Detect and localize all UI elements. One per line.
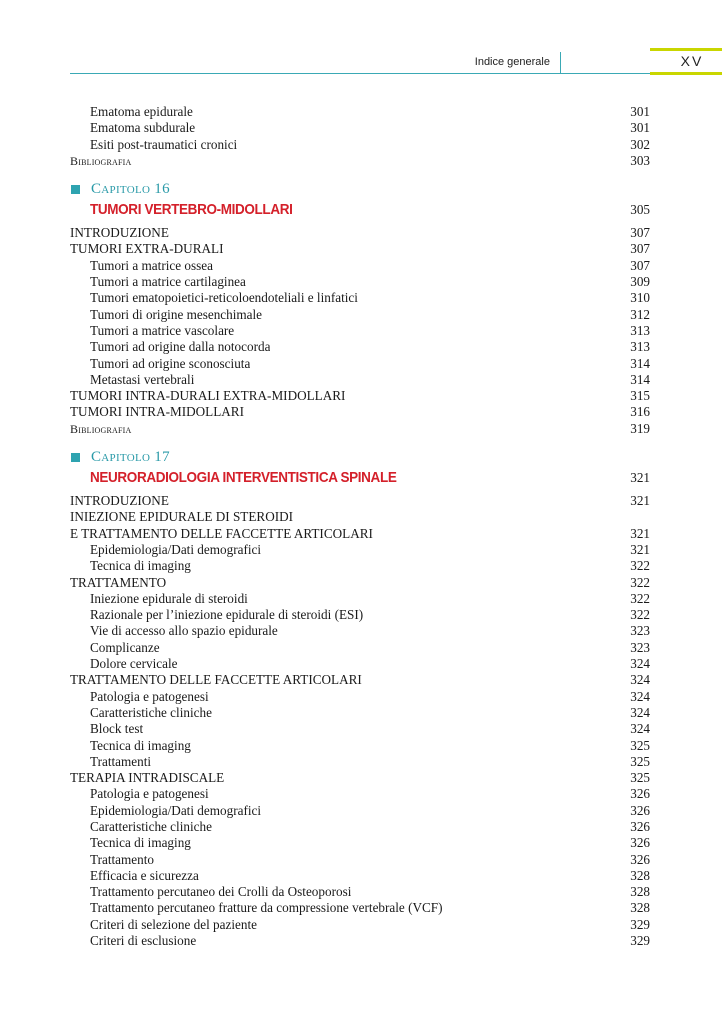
toc-entry-page: 301	[630, 104, 650, 119]
toc-entry-title: Tumori a matrice cartilaginea	[90, 274, 246, 290]
toc-entry-page: 315	[630, 388, 650, 404]
toc-entry-title: Trattamento percutaneo fratture da compressione vertebrale (VCF)	[90, 900, 443, 916]
toc-entry-title: Dolore cervicale	[90, 656, 178, 672]
toc-entry-page: 324	[630, 721, 650, 737]
toc-entry-title: Trattamento percutaneo dei Crolli da Osteoporosi	[90, 884, 352, 900]
toc-entry[interactable]	[70, 542, 650, 558]
toc-entry[interactable]	[70, 591, 650, 607]
toc-bibliography-entry[interactable]	[70, 421, 650, 437]
toc-entry-title: Patologia e patogenesi	[90, 786, 209, 802]
toc-entry-page: 323	[630, 639, 650, 655]
toc-entry-title: Tecnica di imaging	[90, 558, 191, 574]
toc-entry-title: Patologia e patogenesi	[90, 688, 209, 704]
toc-entry-page: 316	[630, 404, 650, 420]
toc-entry-page: 310	[630, 290, 650, 306]
toc-entry[interactable]	[70, 738, 650, 754]
header-page-number: XV	[680, 53, 704, 69]
toc-entry-page: 307	[630, 241, 650, 257]
toc-entry-title: TUMORI EXTRA-DURALI	[70, 241, 224, 257]
toc-entry-title: Metastasi vertebrali	[90, 371, 195, 387]
toc-entry-title: Tecnica di imaging	[90, 737, 191, 753]
toc-entry-page: 313	[630, 339, 650, 355]
toc-entry-title: Ematoma epidurale	[90, 104, 193, 119]
toc-entry-title: E TRATTAMENTO DELLE FACCETTE ARTICOLARI	[70, 525, 373, 541]
header-section-title: Indice generale	[474, 56, 550, 68]
toc-entry[interactable]	[70, 339, 650, 355]
toc-entry-page: 328	[630, 884, 650, 900]
toc-entry-title: TUMORI INTRA-MIDOLLARI	[70, 404, 244, 420]
toc-entry-page: 321	[630, 541, 650, 557]
toc-entry[interactable]	[70, 274, 650, 290]
toc-entry-title: Iniezione epidurale di steroidi	[90, 590, 248, 606]
toc-entry[interactable]	[70, 509, 650, 525]
chapter-page: 321	[630, 470, 650, 486]
toc-entry-page: 321	[630, 493, 650, 509]
toc-entry-page: 324	[630, 688, 650, 704]
toc-entry-title: Tumori ad origine dalla notocorda	[90, 339, 271, 355]
toc-entry-page: 326	[630, 851, 650, 867]
toc-entry[interactable]	[70, 372, 650, 388]
toc-entry-page: 325	[630, 770, 650, 786]
chapter-title-entry[interactable]	[70, 199, 650, 221]
toc-bibliography-entry[interactable]	[70, 153, 650, 169]
header-accent-bar-bottom	[650, 72, 722, 75]
running-header	[70, 48, 704, 74]
toc-entry[interactable]	[70, 786, 650, 802]
toc-entry[interactable]	[70, 852, 650, 868]
toc-entry[interactable]	[70, 819, 650, 835]
toc-entry-title: Bibliografia	[70, 421, 132, 436]
toc-entry-page: 324	[630, 672, 650, 688]
toc-entry-title: Ematoma subdurale	[90, 120, 196, 136]
toc-entry-page: 326	[630, 818, 650, 834]
toc-entry[interactable]	[70, 900, 650, 916]
toc-entry[interactable]	[70, 721, 650, 737]
toc-entry[interactable]	[70, 770, 650, 786]
toc-entry-title: Tumori a matrice ossea	[90, 257, 213, 273]
toc-entry[interactable]	[70, 558, 650, 574]
toc-entry-title: Tumori ad origine sconosciuta	[90, 355, 251, 371]
toc-entry-title: TRATTAMENTO	[70, 574, 167, 590]
chapter-title-entry[interactable]	[70, 467, 650, 489]
toc-entry[interactable]	[70, 575, 650, 591]
toc-entry[interactable]	[70, 884, 650, 900]
toc-entry-title: Bibliografia	[70, 153, 132, 168]
toc-entry-title: TRATTAMENTO DELLE FACCETTE ARTICOLARI	[70, 672, 362, 688]
toc-entry-title: INTRODUZIONE	[70, 225, 169, 241]
chapter-heading	[70, 179, 650, 199]
toc-entry[interactable]	[70, 137, 650, 153]
toc-entry-page: 319	[630, 420, 650, 436]
toc-entry[interactable]	[70, 835, 650, 851]
toc-entry[interactable]	[70, 104, 650, 120]
toc-entry-page: 307	[630, 257, 650, 273]
header-divider	[560, 52, 561, 73]
toc-entry-title: Criteri di esclusione	[90, 933, 197, 949]
chapter-title: NEURORADIOLOGIA INTERVENTISTICA SPINALE	[90, 469, 397, 487]
toc-entry-page: 325	[630, 753, 650, 769]
toc-entry-title: Razionale per l’iniezione epidurale di steroidi (ESI)	[90, 607, 364, 623]
toc-entry-page: 301	[630, 120, 650, 136]
toc-entry[interactable]	[70, 493, 650, 509]
chapter-heading	[70, 447, 650, 467]
toc-entry[interactable]	[70, 323, 650, 339]
toc-entry-page: 321	[630, 525, 650, 541]
toc-entry-title: TUMORI INTRA-DURALI EXTRA-MIDOLLARI	[70, 388, 346, 404]
toc-entry[interactable]	[70, 120, 650, 136]
header-accent-bar-top	[650, 48, 722, 51]
square-bullet-icon	[71, 185, 80, 194]
chapter-title: TUMORI VERTEBRO-MIDOLLARI	[90, 201, 293, 219]
toc-entry-page: 302	[630, 136, 650, 152]
toc-entry-title: Caratteristiche cliniche	[90, 818, 212, 834]
toc-entry-page: 322	[630, 574, 650, 590]
toc-entry[interactable]	[70, 258, 650, 274]
toc-entry[interactable]	[70, 656, 650, 672]
toc-entry-page: 312	[630, 306, 650, 322]
toc-entry[interactable]	[70, 803, 650, 819]
toc-entry-title: Tecnica di imaging	[90, 835, 191, 851]
toc-entry[interactable]	[70, 307, 650, 323]
toc-entry-page: 314	[630, 371, 650, 387]
toc-entry[interactable]	[70, 640, 650, 656]
chapter-block	[70, 447, 650, 949]
toc-entry-title: Complicanze	[90, 639, 160, 655]
toc-entry-title: TERAPIA INTRADISCALE	[70, 770, 225, 786]
toc-entry-title: Efficacia e sicurezza	[90, 867, 199, 883]
toc-entry[interactable]	[70, 933, 650, 949]
toc-entry-page: 328	[630, 900, 650, 916]
chapter-label: Capitolo 17	[91, 449, 170, 466]
toc-entry[interactable]	[70, 607, 650, 623]
toc-entry-title: INTRODUZIONE	[70, 493, 169, 509]
toc-entry[interactable]	[70, 754, 650, 770]
toc-entry-page: 324	[630, 656, 650, 672]
toc-entry[interactable]	[70, 404, 650, 420]
toc-entry[interactable]	[70, 356, 650, 372]
toc-entry[interactable]	[70, 290, 650, 306]
toc-entry-title: Esiti post-traumatici cronici	[90, 136, 238, 152]
toc-entry[interactable]	[70, 623, 650, 639]
toc-entry[interactable]	[70, 225, 650, 241]
toc-entry-title: Criteri di selezione del paziente	[90, 916, 257, 932]
toc-entry-title: Block test	[90, 721, 144, 737]
toc-entry-page: 329	[630, 916, 650, 932]
toc-entry-page: 307	[630, 225, 650, 241]
table-of-contents	[70, 104, 650, 949]
toc-entry-page: 324	[630, 704, 650, 720]
toc-entry-title: Trattamento	[90, 851, 154, 867]
toc-entry-page: 326	[630, 835, 650, 851]
toc-entry-title: Trattamenti	[90, 753, 152, 769]
toc-entry-page: 309	[630, 274, 650, 290]
toc-entry-page: 322	[630, 590, 650, 606]
toc-entry[interactable]	[70, 388, 650, 404]
toc-entry-page: 326	[630, 786, 650, 802]
toc-entry-page: 322	[630, 607, 650, 623]
toc-entry-title: Tumori ematopoietici-reticoloendoteliali e linfatici	[90, 290, 358, 306]
toc-entry-page: 325	[630, 737, 650, 753]
toc-entry[interactable]	[70, 526, 650, 542]
toc-entry-page: 323	[630, 623, 650, 639]
toc-entry[interactable]	[70, 917, 650, 933]
square-bullet-icon	[71, 453, 80, 462]
toc-entry[interactable]	[70, 689, 650, 705]
toc-entry-page: 329	[630, 933, 650, 949]
toc-entry[interactable]	[70, 868, 650, 884]
header-rule	[70, 73, 652, 74]
toc-entry-title: INIEZIONE EPIDURALE DI STEROIDI	[70, 509, 294, 525]
toc-entry-title: Tumori di origine mesenchimale	[90, 306, 263, 322]
chapter-label: Capitolo 16	[91, 181, 170, 198]
toc-entry-title: Caratteristiche cliniche	[90, 704, 212, 720]
toc-entry[interactable]	[70, 672, 650, 688]
toc-entry-title: Epidemiologia/Dati demografici	[90, 541, 262, 557]
toc-entry-page: 314	[630, 355, 650, 371]
toc-entry-page: 322	[630, 558, 650, 574]
toc-entry-page: 313	[630, 322, 650, 338]
toc-entry-title: Vie di accesso allo spazio epidurale	[90, 623, 278, 639]
chapter-page: 305	[630, 202, 650, 218]
toc-entry-page: 328	[630, 867, 650, 883]
toc-entry[interactable]	[70, 241, 650, 257]
toc-entry-title: Epidemiologia/Dati demografici	[90, 802, 262, 818]
toc-entry-title: Tumori a matrice vascolare	[90, 322, 235, 338]
toc-entry[interactable]	[70, 705, 650, 721]
toc-entry-page: 303	[630, 152, 650, 168]
toc-entry-page: 326	[630, 802, 650, 818]
chapter-block	[70, 179, 650, 437]
